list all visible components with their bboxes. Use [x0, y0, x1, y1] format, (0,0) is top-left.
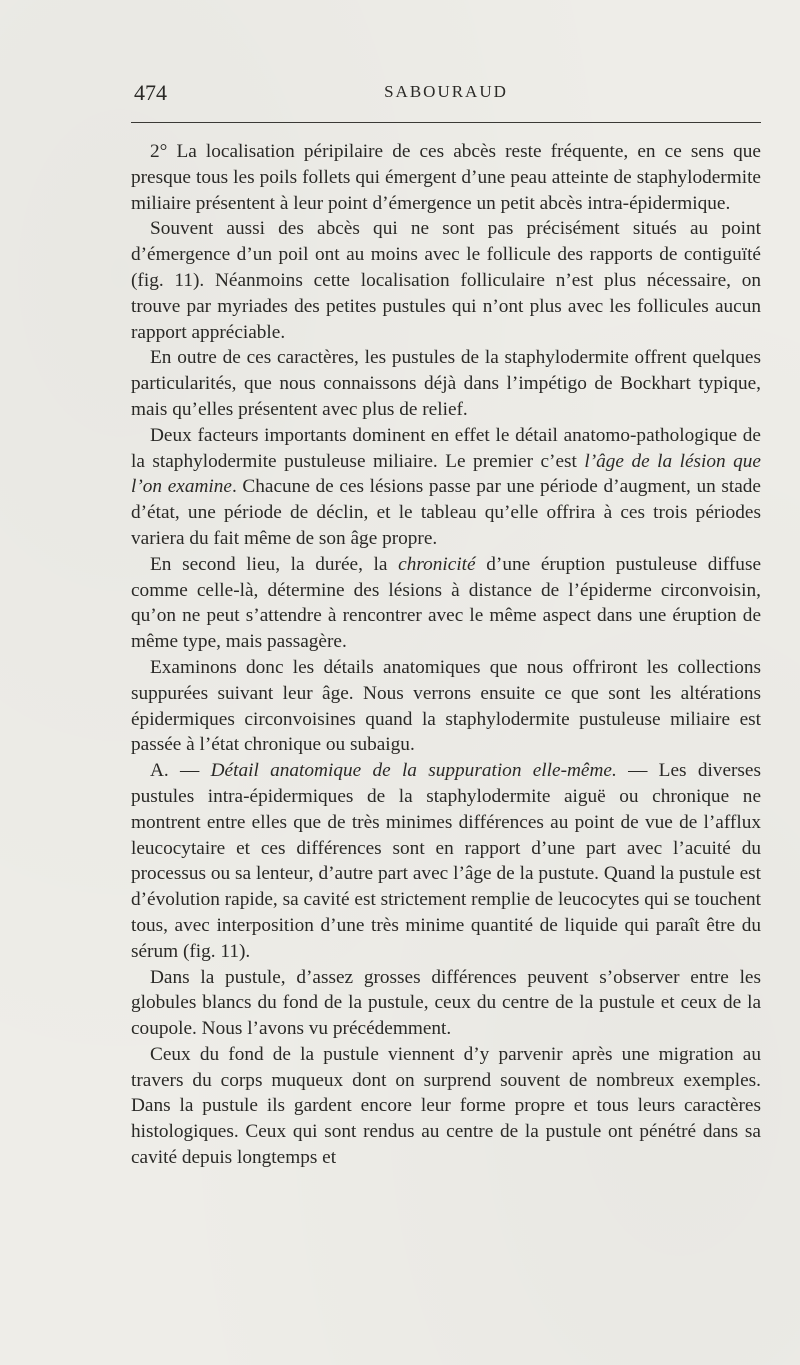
paragraph: En outre de ces caractères, les pustules de la staphylodermite offrent quelques particularités, que nous connaissons déjà dans l’impétigo de Bockhart typique, mais qu’elles présentent avec plus de relief.	[131, 347, 761, 420]
running-title: SABOURAUD	[384, 82, 508, 101]
body-text	[131, 139, 761, 1171]
section-label: A. —	[150, 760, 211, 782]
paragraph	[131, 552, 761, 655]
italic-phrase: chronicité	[398, 553, 476, 575]
paragraph-text: — Les diverses pustules intra-épidermiques de la staphylodermite aiguë ou chronique ne montrent entre elles que de très minimes différences au point de vue de l’afflux leucocytaire et ces différences sont en rapport d’une part avec l’acuité du processus ou sa lenteur, d’autre part avec l’âge de la pustute. Quand la pustule est d’évolution rapide, sa cavité est strictement remplie de leucocytes qui se touchent tous, avec interposition d’une très minime quantité de liquide qui paraît être du sérum (fig. 11).	[131, 760, 761, 962]
running-head	[131, 80, 761, 110]
paragraph: 2° La localisation péripilaire de ces abcès reste fréquente, en ce sens que presque tous les poils follets qui émergent d’une peau atteinte de staphylodermite miliaire présentent à leur point d’émergence un petit abcès intra-épidermique.	[131, 141, 761, 214]
paragraph: Ceux du fond de la pustule viennent d’y parvenir après une migration au travers du corps muqueux dont on surprend souvent de nombreux exemples. Dans la pustule ils gardent encore leur forme propre et tous leurs caractères histologiques. Ceux qui sont rendus au centre de la pustule ont pénétré dans sa cavité depuis longtemps et	[131, 1043, 761, 1169]
paragraph-text: d’une éruption pustuleuse diffuse comme celle-là, détermine des lésions à distance de l’épiderme circonvoisin, qu’on ne peut s’attendre à rencontrer avec le même aspect dans une éruption de même type, mais passagère.	[131, 553, 762, 653]
paragraph-text: Deux facteurs importants dominent en effet le détail anatomo-pathologique de la staphylodermite pustuleuse miliaire. Le premier c’est	[131, 424, 761, 472]
italic-phrase: l’âge de la lésion que l’on examine	[131, 450, 761, 498]
paragraph: Examinons donc les détails anatomiques que nous offriront les collections suppurées suivant leur âge. Nous verrons ensuite ce que sont les altérations épidermiques circonvoisines quand la staphylodermite pustuleuse miliaire est passée à l’état chronique ou subaigu.	[131, 656, 761, 756]
paragraph	[131, 758, 761, 964]
paragraph: Dans la pustule, d’assez grosses différences peuvent s’observer entre les globules blancs du fond de la pustule, ceux du centre de la pustule et ceux de la coupole. Nous l’avons vu précédemment.	[131, 966, 761, 1040]
paragraph-text: En second lieu, la durée, la	[150, 553, 399, 575]
paragraph: Souvent aussi des abcès qui ne sont pas précisément situés au point d’émergence d’un poil ont au moins avec le follicule des rapports de contiguïté (fig. 11). Néanmoins cette localisation folliculaire n’est plus nécessaire, on trouve par myriades des petites pustules qui n’ont plus avec les follicules aucun rapport appréciable.	[131, 218, 761, 343]
page-number: 474	[134, 80, 167, 105]
section-title: Détail anatomique de la suppuration elle-même.	[210, 760, 617, 782]
header-rule	[131, 122, 761, 123]
paragraph-text: . Chacune de ces lésions passe par une période d’augment, un stade d’état, une période de déclin, et le tableau qu’elle offrira à ces trois périodes variera du fait même de son âge propre.	[131, 476, 761, 549]
paragraph	[131, 423, 761, 552]
